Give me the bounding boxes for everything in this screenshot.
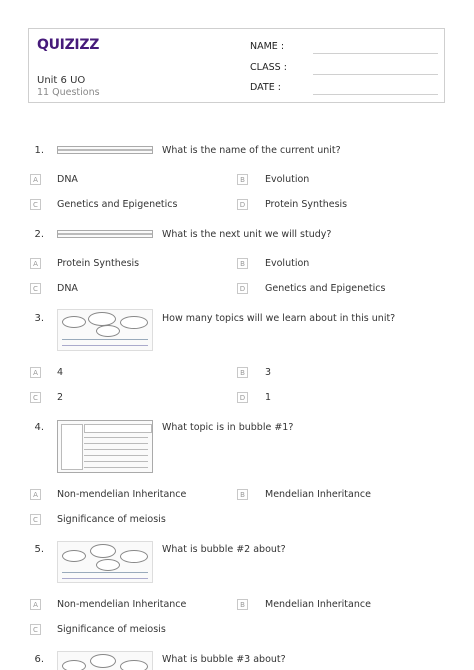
- option-a[interactable]: Protein Synthesis: [57, 258, 140, 269]
- question-number: 6.: [34, 654, 44, 665]
- question-text: What is the name of the current unit?: [162, 145, 341, 156]
- option-d-marker[interactable]: D: [237, 199, 248, 210]
- question-number: 4.: [34, 422, 44, 433]
- class-line[interactable]: [313, 74, 438, 75]
- concept-map-image: [57, 541, 153, 583]
- worksheet-title: Unit 6 UO: [37, 75, 86, 86]
- option-b-marker[interactable]: B: [237, 599, 248, 610]
- question-text: What is bubble #2 about?: [162, 544, 286, 555]
- date-line[interactable]: [313, 94, 438, 95]
- quizizz-logo: QUIZIZZ: [37, 37, 100, 53]
- option-b-marker[interactable]: B: [237, 489, 248, 500]
- option-b-marker[interactable]: B: [237, 367, 248, 378]
- question-text: What is the next unit we will study?: [162, 229, 332, 240]
- option-b-marker[interactable]: B: [237, 174, 248, 185]
- name-line[interactable]: [313, 53, 438, 54]
- option-c-marker[interactable]: C: [30, 514, 41, 525]
- worksheet-header: [28, 28, 445, 103]
- option-a-marker[interactable]: A: [30, 258, 41, 269]
- question-image: [57, 146, 153, 154]
- option-c-marker[interactable]: C: [30, 283, 41, 294]
- option-b[interactable]: 3: [265, 367, 272, 378]
- concept-map-image: [57, 309, 153, 351]
- option-d-marker[interactable]: D: [237, 283, 248, 294]
- option-b[interactable]: Mendelian Inheritance: [265, 599, 371, 610]
- option-b-marker[interactable]: B: [237, 258, 248, 269]
- option-d-marker[interactable]: D: [237, 392, 248, 403]
- date-label: DATE :: [250, 82, 281, 93]
- option-a[interactable]: DNA: [57, 174, 78, 185]
- question-count: 11 Questions: [37, 87, 100, 98]
- question-image: [57, 230, 153, 238]
- option-a-marker[interactable]: A: [30, 367, 41, 378]
- question-number: 1.: [34, 145, 44, 156]
- option-b[interactable]: Evolution: [265, 174, 310, 185]
- question-number: 3.: [34, 313, 44, 324]
- option-a[interactable]: 4: [57, 367, 64, 378]
- name-label: NAME :: [250, 41, 285, 52]
- option-d[interactable]: 1: [265, 392, 272, 403]
- option-c[interactable]: DNA: [57, 283, 78, 294]
- class-label: CLASS :: [250, 62, 287, 73]
- option-a[interactable]: Non-mendelian Inheritance: [57, 489, 187, 500]
- option-a-marker[interactable]: A: [30, 599, 41, 610]
- question-text: What is bubble #3 about?: [162, 654, 286, 665]
- option-c-marker[interactable]: C: [30, 624, 41, 635]
- question-number: 2.: [34, 229, 44, 240]
- question-number: 5.: [34, 544, 44, 555]
- option-d[interactable]: Protein Synthesis: [265, 199, 348, 210]
- question-text: How many topics will we learn about in this unit?: [162, 313, 396, 324]
- option-c-marker[interactable]: C: [30, 392, 41, 403]
- option-c-marker[interactable]: C: [30, 199, 41, 210]
- option-c[interactable]: 2: [57, 392, 64, 403]
- worksheet-image: [57, 420, 153, 473]
- option-b[interactable]: Mendelian Inheritance: [265, 489, 371, 500]
- option-a-marker[interactable]: A: [30, 489, 41, 500]
- option-d[interactable]: Genetics and Epigenetics: [265, 283, 386, 294]
- option-b[interactable]: Evolution: [265, 258, 310, 269]
- option-c[interactable]: Significance of meiosis: [57, 624, 166, 635]
- question-text: What topic is in bubble #1?: [162, 422, 294, 433]
- option-a-marker[interactable]: A: [30, 174, 41, 185]
- option-c[interactable]: Significance of meiosis: [57, 514, 166, 525]
- concept-map-image: [57, 651, 153, 670]
- option-a[interactable]: Non-mendelian Inheritance: [57, 599, 187, 610]
- option-c[interactable]: Genetics and Epigenetics: [57, 199, 178, 210]
